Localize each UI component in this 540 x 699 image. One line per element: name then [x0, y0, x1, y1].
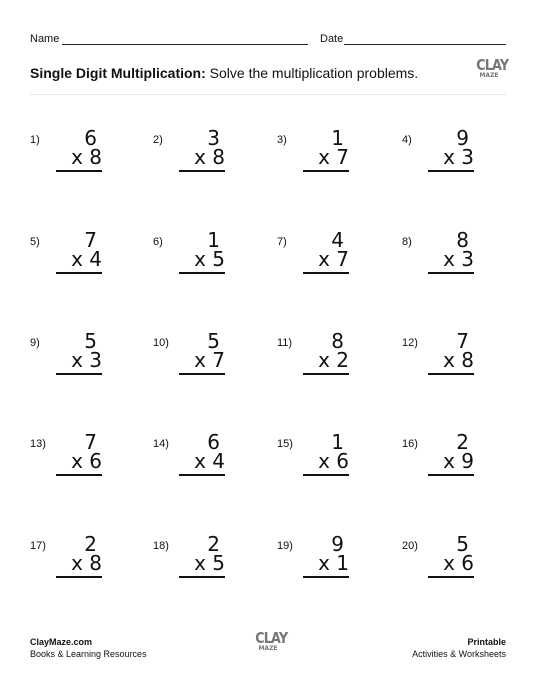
problem-number: 10) — [153, 337, 169, 349]
answer-line — [428, 474, 474, 476]
worksheet-title — [30, 65, 418, 81]
footer-printable: Printable — [467, 637, 506, 647]
bottom-factor: x 8 — [194, 145, 225, 169]
answer-line — [56, 474, 102, 476]
answer-line — [303, 474, 349, 476]
top-factor: 7 — [456, 329, 469, 353]
problem-19 — [277, 534, 357, 594]
top-factor: 8 — [456, 228, 469, 252]
bottom-factor: x 6 — [443, 551, 474, 575]
answer-line — [56, 576, 102, 578]
bottom-factor: x 8 — [443, 348, 474, 372]
bottom-factor: x 8 — [71, 551, 102, 575]
top-factor: 1 — [207, 228, 220, 252]
date-label: Date — [320, 33, 344, 45]
bottom-factor: x 4 — [194, 449, 225, 473]
name-blank-line — [62, 44, 308, 45]
problem-number: 4) — [402, 134, 412, 146]
top-factor: 5 — [456, 532, 469, 556]
top-factor: 6 — [84, 126, 97, 150]
problem-15 — [277, 432, 357, 492]
problem-number: 18) — [153, 540, 169, 552]
bottom-factor: x 7 — [318, 247, 349, 271]
bottom-factor: x 6 — [71, 449, 102, 473]
problem-14 — [153, 432, 233, 492]
problem-6 — [153, 230, 233, 290]
problem-number: 15) — [277, 438, 293, 450]
problem-18 — [153, 534, 233, 594]
problem-2 — [153, 128, 233, 188]
claymaze-footer-logo-icon: CLAY MAZE — [255, 629, 288, 652]
top-factor: 7 — [84, 228, 97, 252]
problem-17 — [30, 534, 110, 594]
problem-3 — [277, 128, 357, 188]
footer-activities: Activities & Worksheets — [412, 649, 506, 659]
problem-9 — [30, 331, 110, 391]
top-factor: 8 — [331, 329, 344, 353]
problem-number: 2) — [153, 134, 163, 146]
footer-left — [30, 636, 147, 660]
problem-number: 20) — [402, 540, 418, 552]
problem-4 — [402, 128, 482, 188]
top-factor: 3 — [207, 126, 220, 150]
problem-20 — [402, 534, 482, 594]
problem-number: 1) — [30, 134, 40, 146]
bottom-factor: x 1 — [318, 551, 349, 575]
problem-8 — [402, 230, 482, 290]
bottom-factor: x 4 — [71, 247, 102, 271]
bottom-factor: x 2 — [318, 348, 349, 372]
top-factor: 9 — [456, 126, 469, 150]
answer-line — [179, 474, 225, 476]
top-factor: 2 — [84, 532, 97, 556]
problem-number: 11) — [277, 337, 293, 349]
bottom-factor: x 3 — [71, 348, 102, 372]
top-factor: 5 — [207, 329, 220, 353]
title-bold: Single Digit Multiplication: — [30, 65, 206, 81]
header-divider — [30, 94, 506, 95]
bottom-factor: x 9 — [443, 449, 474, 473]
problem-10 — [153, 331, 233, 391]
bottom-factor: x 5 — [194, 551, 225, 575]
bottom-factor: x 5 — [194, 247, 225, 271]
problem-12 — [402, 331, 482, 391]
answer-line — [179, 170, 225, 172]
top-factor: 1 — [331, 126, 344, 150]
problem-16 — [402, 432, 482, 492]
top-factor: 4 — [331, 228, 344, 252]
title-instructions: Solve the multiplication problems. — [205, 65, 419, 81]
answer-line — [179, 373, 225, 375]
footer-site-name: ClayMaze.com — [30, 637, 93, 647]
top-factor: 2 — [456, 430, 469, 454]
top-factor: 6 — [207, 430, 220, 454]
top-factor: 1 — [331, 430, 344, 454]
name-label: Name — [30, 33, 60, 45]
top-factor: 5 — [84, 329, 97, 353]
answer-line — [428, 576, 474, 578]
problem-number: 7) — [277, 236, 287, 248]
problem-7 — [277, 230, 357, 290]
bottom-factor: x 3 — [443, 247, 474, 271]
problem-number: 8) — [402, 236, 412, 248]
problem-number: 6) — [153, 236, 163, 248]
top-factor: 7 — [84, 430, 97, 454]
answer-line — [56, 272, 102, 274]
answer-line — [179, 272, 225, 274]
problem-number: 9) — [30, 337, 40, 349]
answer-line — [428, 373, 474, 375]
bottom-factor: x 6 — [318, 449, 349, 473]
footer-right — [412, 636, 506, 660]
problem-number: 17) — [30, 540, 46, 552]
problem-number: 16) — [402, 438, 418, 450]
bottom-factor: x 8 — [71, 145, 102, 169]
problem-13 — [30, 432, 110, 492]
answer-line — [303, 373, 349, 375]
problem-number: 14) — [153, 438, 169, 450]
problem-number: 5) — [30, 236, 40, 248]
answer-line — [303, 272, 349, 274]
bottom-factor: x 3 — [443, 145, 474, 169]
problem-number: 12) — [402, 337, 418, 349]
problem-number: 13) — [30, 438, 46, 450]
problem-number: 3) — [277, 134, 287, 146]
answer-line — [56, 373, 102, 375]
answer-line — [56, 170, 102, 172]
bottom-factor: x 7 — [194, 348, 225, 372]
answer-line — [179, 576, 225, 578]
bottom-factor: x 7 — [318, 145, 349, 169]
top-factor: 2 — [207, 532, 220, 556]
problem-1 — [30, 128, 110, 188]
claymaze-logo-icon: CLAY MAZE — [476, 56, 509, 79]
answer-line — [428, 170, 474, 172]
problem-11 — [277, 331, 357, 391]
footer-tagline: Books & Learning Resources — [30, 649, 147, 659]
date-blank-line — [344, 44, 506, 45]
problem-5 — [30, 230, 110, 290]
answer-line — [303, 576, 349, 578]
problem-number: 19) — [277, 540, 293, 552]
answer-line — [303, 170, 349, 172]
answer-line — [428, 272, 474, 274]
top-factor: 9 — [331, 532, 344, 556]
